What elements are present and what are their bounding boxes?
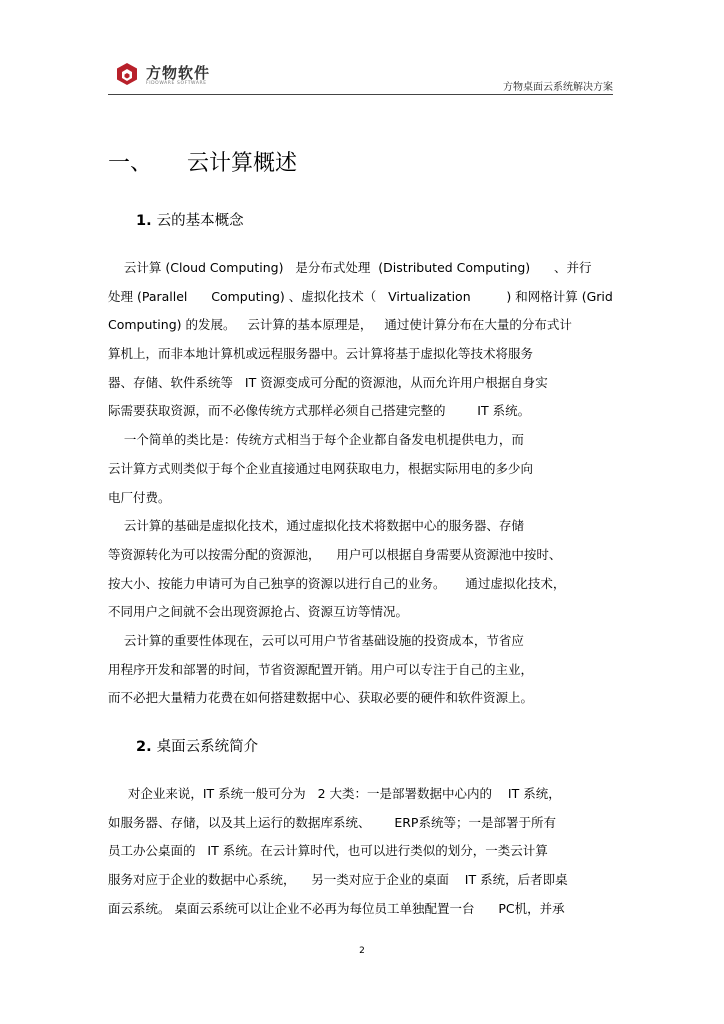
- text-line: 电厂付费。: [108, 489, 171, 505]
- section-2-heading: [136, 735, 258, 756]
- text-line: 服务对应于企业的数据中心系统， 另一类对应于企业的桌面 IT 系统，后者即桌: [108, 872, 568, 888]
- chapter-title: 云计算概述: [187, 151, 298, 176]
- page-header: [108, 56, 613, 96]
- section-1-body: [108, 254, 613, 713]
- text-line: 云计算的基础是虚拟化技术，通过虚拟化技术将数据中心的服务器、存储: [108, 518, 524, 534]
- text-line: 际需要获取资源，而不必像传统方式那样必须自己搭建完整的 IT 系统。: [108, 403, 531, 419]
- text-line: 云计算的重要性体现在，云可以可用户节省基础设施的投资成本，节省应: [108, 632, 524, 648]
- text-line: 算机上，而非本地计算机或远程服务器中。云计算将基于虚拟化等技术将服务: [108, 346, 534, 362]
- document-title: 方物桌面云系统解决方案: [503, 82, 613, 93]
- company-subtitle: FIDOWARE SOFTWARE: [146, 81, 207, 86]
- text-line: 器、存储、软件系统等 IT 资源变成可分配的资源池，从而允许用户根据自身实: [108, 374, 548, 390]
- text-line: 一个简单的类比是：传统方式相当于每个企业都自备发电机提供电力，而: [108, 432, 524, 448]
- text-line: 云计算 (Cloud Computing) 是分布式处理 (Distributed Computing) 、并行: [108, 260, 592, 275]
- text-line: 面云系统。 桌面云系统可以让企业不必再为每位员工单独配置一台 PC机，并承: [108, 900, 565, 916]
- text-line: Computing) 的发展。 云计算的基本原理是， 通过使计算分布在大量的分布式计: [108, 317, 572, 333]
- text-line: 等资源转化为可以按需分配的资源池， 用户可以根据自身需要从资源池中按时、: [108, 546, 562, 562]
- text-line: 如服务器、存储，以及其上运行的数据库系统、 ERP系统等；一是部署于所有: [108, 814, 556, 830]
- text-line: 用程序开发和部署的时间，节省资源配置开销。用户可以专注于自己的主业，: [108, 661, 534, 677]
- text-line: 不同用户之间就不会出现资源抢占、资源互访等情况。: [108, 604, 409, 620]
- text-line: 而不必把大量精力花费在如何搭建数据中心、获取必要的硬件和软件资源上。: [108, 690, 534, 706]
- company-logo-icon: [116, 62, 138, 86]
- chapter-heading: [108, 146, 297, 177]
- section-2-body: [108, 780, 608, 923]
- section-2-title: 桌面云系统简介: [156, 739, 259, 755]
- chapter-number: 一、: [108, 151, 153, 176]
- text-line: 对企业来说，IT 系统一般可分为 2 大类：一是部署数据中心内的 IT 系统，: [108, 786, 561, 801]
- section-1-number: 1.: [136, 213, 152, 229]
- section-1-title: 云的基本概念: [156, 213, 244, 229]
- section-1-heading: [136, 209, 244, 230]
- text-line: 处理 (Parallel Computing) 、虚拟化技术（ Virtualization ) 和网格计算 (Grid: [108, 288, 613, 304]
- text-line: 按大小、按能力申请可为自己独享的资源以进行自己的业务。 通过虚拟化技术，: [108, 575, 566, 591]
- section-2-number: 2.: [136, 739, 152, 755]
- text-line: 云计算方式则类似于每个企业直接通过电网获取电力，根据实际用电的多少向: [108, 460, 534, 476]
- company-name: 方物软件: [146, 64, 211, 82]
- text-line: 员工办公桌面的 IT 系统。在云计算时代，也可以进行类似的划分，一类云计算: [108, 843, 548, 859]
- page-number: 2: [359, 946, 365, 956]
- header-divider: [108, 94, 613, 95]
